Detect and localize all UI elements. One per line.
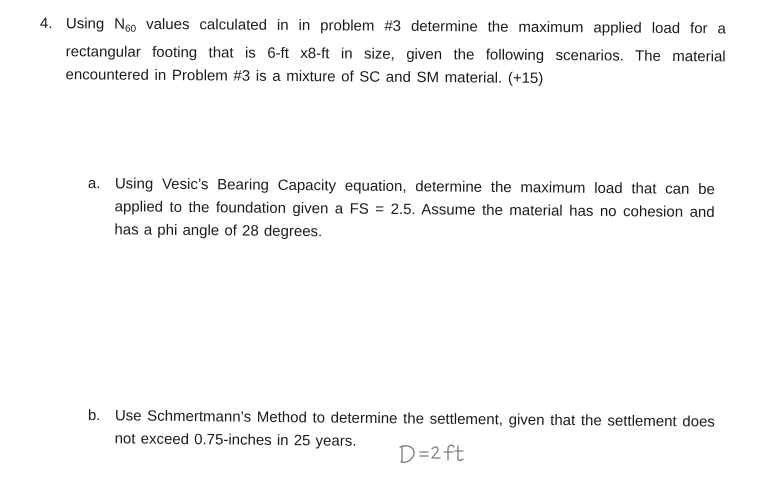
handwritten-note — [398, 440, 468, 468]
part-b-text: Use Schmertmann’s Method to determine the settlement, given that the settlement does not exceed 0.75-inches in 25 years. — [114, 407, 715, 450]
part-a — [87, 172, 718, 241]
handwritten-d-equals-2ft — [398, 440, 468, 468]
part-a-letter: a. — [87, 174, 101, 193]
part-b — [87, 404, 718, 450]
problem-statement — [65, 12, 726, 91]
problem-4 — [39, 12, 730, 87]
n60-subscript: 60 — [124, 23, 137, 35]
problem-text-rest: values calculated in in problem #3 determine the maximum applied load for a rectangular footing that is 6-ft x8-ft in size, given the following scenarios. The material encountered in Problem #3 is a mixture of SC and SM material. (+15) — [65, 15, 726, 87]
part-a-text: Using Vesic’s Bearing Capacity equation, determine the maximum load that can be applied to the foundation given a FS = 2.5. Assume the material has no cohesion and has a phi angle of 28 degrees. — [114, 175, 715, 241]
problem-number: 4. — [39, 14, 53, 33]
problem-text-start: Using N — [65, 15, 126, 33]
part-b-letter: b. — [87, 406, 101, 425]
